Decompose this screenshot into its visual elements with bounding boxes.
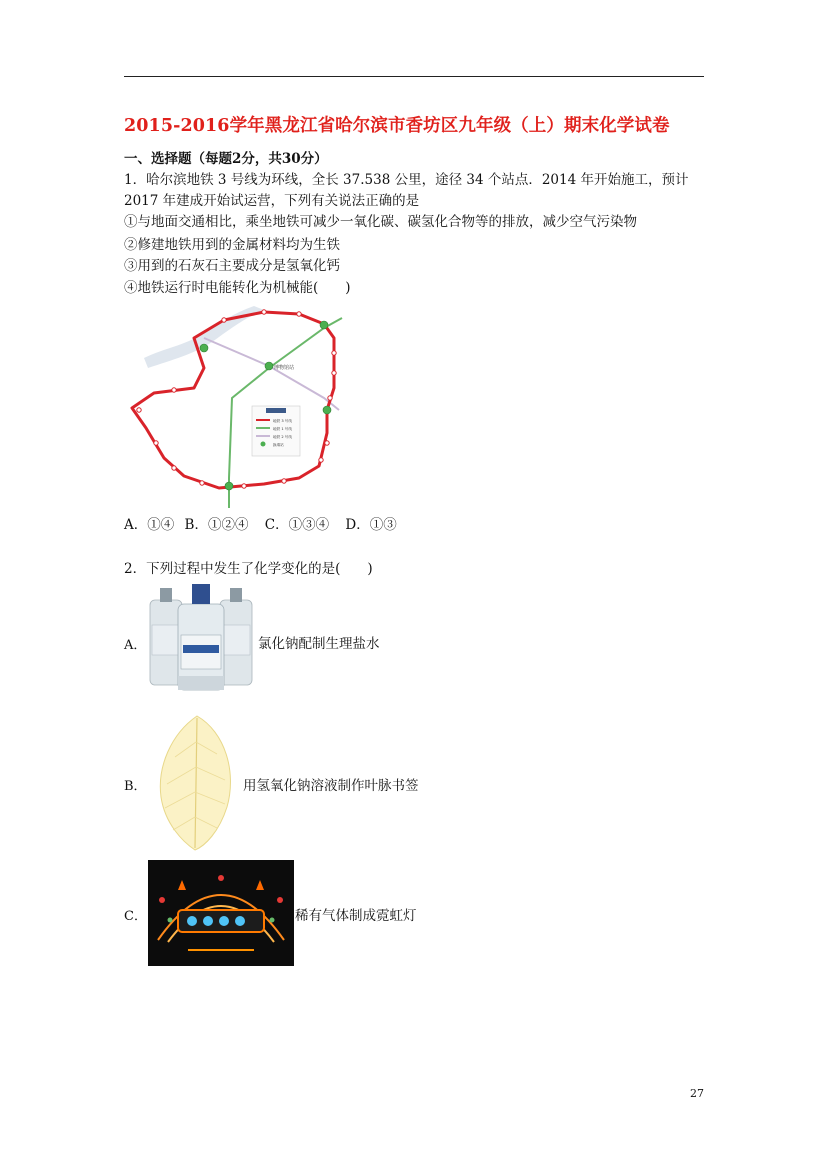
q1-statement-3: ③用到的石灰石主要成分是氢氧化钙 [124, 258, 340, 274]
q2-stem: 2．下列过程中发生了化学变化的是( ) [124, 561, 373, 577]
q2-choice-a-label[interactable]: A． [124, 638, 147, 653]
q2-choice-b-label[interactable]: B． [124, 779, 147, 794]
legend-transfer: 换乘站 [273, 443, 284, 447]
q1-option-a[interactable]: A．①④ [124, 517, 175, 533]
q1-option-c[interactable]: C．①③④ [264, 517, 330, 533]
metro-map-figure [124, 298, 364, 510]
q1-option-d[interactable]: D．①③ [345, 517, 397, 533]
q2-choice-c-label[interactable]: C． [124, 909, 147, 924]
legend-line2: 地铁 2 号线 [273, 435, 292, 439]
section-heading: 一、选择题（每题2分，共30分） [124, 151, 328, 167]
leaf-vein-image [155, 712, 237, 852]
q2-choice-a-text: 氯化钠配制生理盐水 [258, 636, 380, 652]
legend-line1: 地铁 1 号线 [273, 427, 292, 431]
q1-line2: 2017 年建成开始试运营，下列有关说法正确的是 [124, 193, 420, 209]
saline-bottles-image [148, 580, 254, 692]
header-rule [124, 76, 704, 77]
q1-statement-2: ②修建地铁用到的金属材料均为生铁 [124, 237, 340, 253]
page-number: 27 [690, 1087, 704, 1100]
page-title: 2015-2016学年黑龙江省哈尔滨市香坊区九年级（上）期末化学试卷 [124, 116, 670, 136]
legend-line3: 地铁 3 号线 [273, 419, 292, 423]
q1-option-b[interactable]: B．①②④ [184, 517, 249, 533]
q1-line1: 1．哈尔滨地铁 3 号线为环线，全长 37.538 公里，途径 34 个站点．2014 年开始施工，预计 [124, 172, 689, 188]
map-center-station: 博物馆站 [274, 365, 295, 371]
q2-choice-c-text: 稀有气体制成霓虹灯 [295, 908, 417, 924]
neon-sign-image [148, 860, 294, 966]
q2-choice-b-text: 用氢氧化钠溶液制作叶脉书签 [243, 778, 419, 794]
q1-options [124, 513, 403, 533]
q1-statement-1: ①与地面交通相比，乘坐地铁可减少一氧化碳、碳氢化合物等的排放，减少空气污染物 [124, 214, 637, 230]
q1-statement-4: ④地铁运行时电能转化为机械能( ) [124, 280, 351, 296]
